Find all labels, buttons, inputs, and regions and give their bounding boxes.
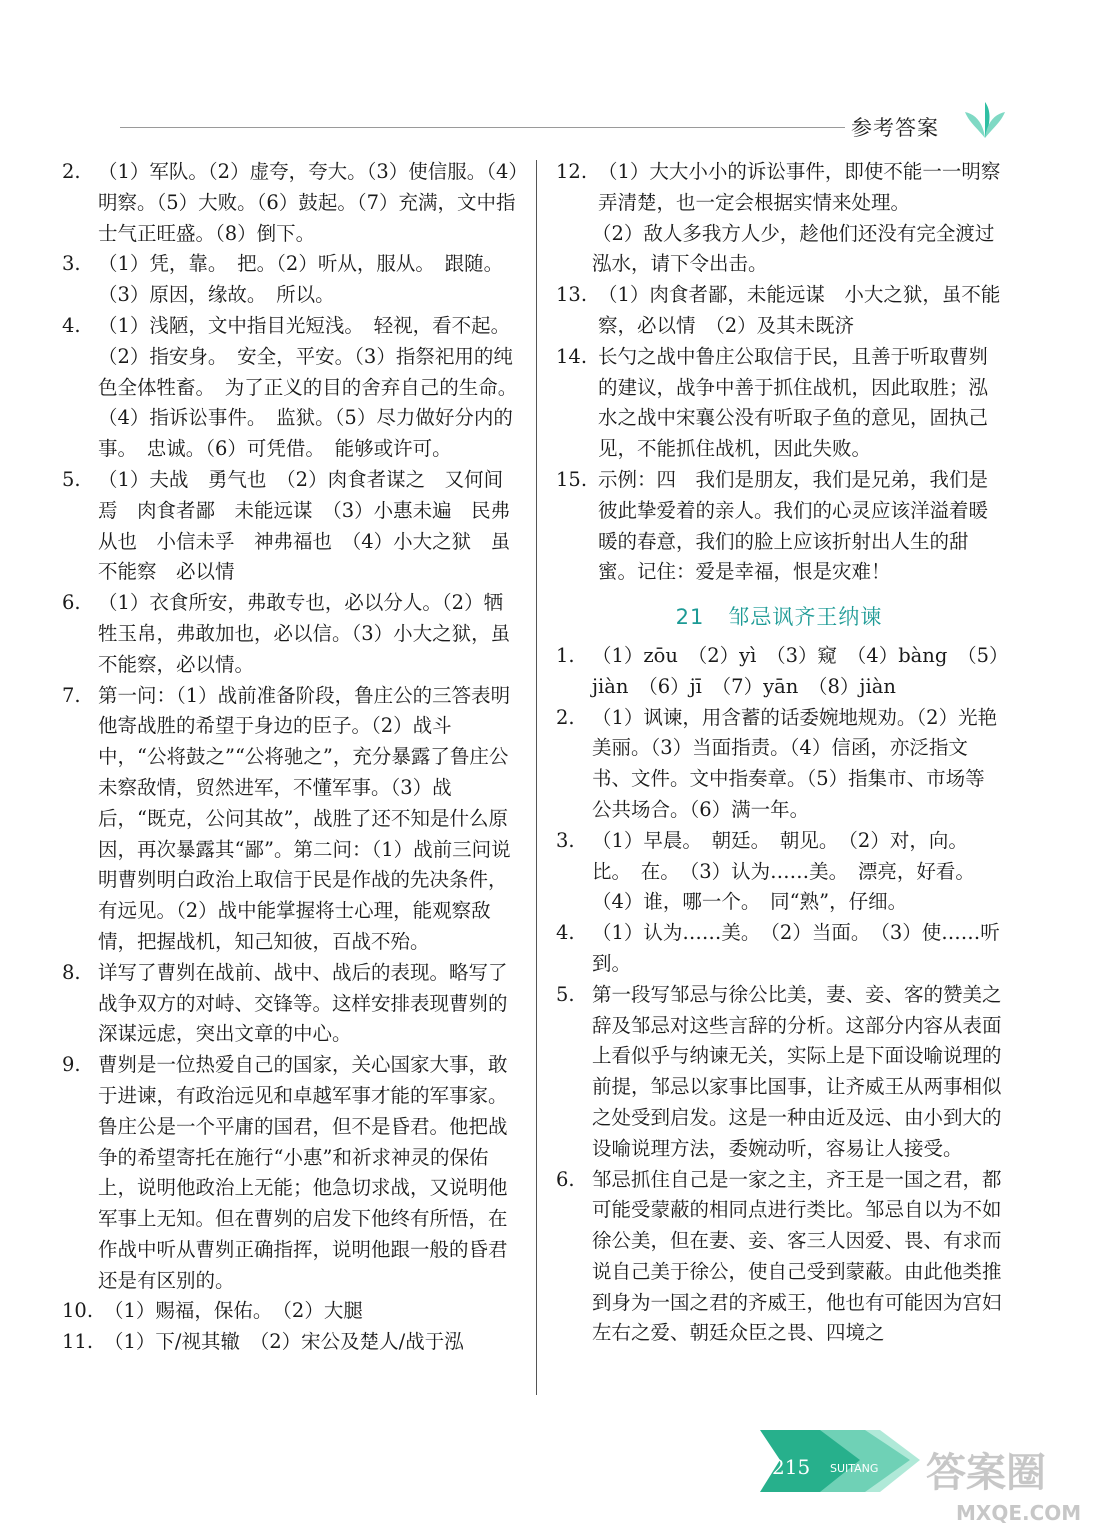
- answer-item: [60, 588, 520, 680]
- answer-number: 1.: [556, 643, 575, 667]
- footer-brand: SUITANG: [830, 1462, 879, 1475]
- answer-number: 13.: [556, 283, 588, 307]
- answer-item: [60, 157, 520, 249]
- answer-item: [554, 465, 1004, 588]
- answer-text: （1）凭，靠。 把。（2）听从，服从。 跟随。（3）原因，缘故。 所以。: [98, 252, 504, 307]
- leaf-icon: [963, 98, 1007, 140]
- answer-text: （2）敌人多我方人少，趁他们还没有完全渡过泓水，请下令出击。: [592, 221, 995, 276]
- answer-text: （1）军队。（2）虚夸，夸大。（3）使信服。（4）明察。（5）大败。（6）鼓起。（7）充满，文中指士气正旺盛。（8）倒下。: [98, 160, 519, 245]
- right-column: [554, 157, 1004, 1349]
- answer-item: [554, 826, 1004, 918]
- answer-number: 15.: [556, 467, 588, 491]
- answer-text: 邹忌抓住自己是一家之主，齐王是一国之君，都可能受蒙蔽的相同点进行类比。邹忌自以为不如徐公美，但在妻、妾、客三人因爱、畏、有求而说自己美于徐公，使自己受到蒙蔽。由此他类推到身为一国之君的齐威王，他也有可能因为宫妇左右之爱、朝廷众臣之畏、四境之: [592, 1167, 1002, 1345]
- answer-text: （1）下/视其辙 （2）宋公及楚人/战于泓: [104, 1330, 464, 1354]
- watermark-text: 答案圈: [926, 1450, 1046, 1496]
- header-title: 参考答案: [851, 116, 939, 140]
- answer-text: （1）认为……美。 （2）当面。 （3）使……听到。: [592, 921, 1000, 975]
- answer-text: 第一问：（1）战前准备阶段，鲁庄公的三答表明他寄战胜的希望于身边的臣子。（2）战斗中，“公将鼓之”“公将驰之”，充分暴露了鲁庄公未察敌情，贸然进军，不懂军事。（3）战后，“既克，公问其故”，战胜了还不知是什么原因，再次暴露其“鄙”。第二问：（1）战前三问说明曹刿明白政治上取信于民是作战的先决条件，有远见。（2）战中能掌握将士心理，能观察敌情，把握战机，知己知彼，百战不殆。: [98, 683, 511, 953]
- answer-item: [60, 1327, 520, 1358]
- page-number: 215: [772, 1455, 811, 1479]
- answer-number: 11.: [62, 1330, 94, 1354]
- answer-text: 详写了曹刿在战前、战中、战后的表现。略写了战争双方的对峙、交锋等。这样安排表现曹刿的深谋远虑，突出文章的中心。: [98, 960, 508, 1046]
- header-rule: [120, 127, 845, 128]
- answer-number: 3.: [62, 252, 81, 276]
- answer-text: 示例：四 我们是朋友，我们是兄弟，我们是彼此挚爱着的亲人。我们的心灵应该洋溢着暖暖的春意，我们的脸上应该折射出人生的甜蜜。记住：爱是幸福，恨是灾难！: [598, 467, 989, 584]
- answer-number: 3.: [556, 828, 575, 852]
- answer-text: （1）肉食者鄙，未能远谋 小大之狱，虽不能察，必以情 （2）及其未既济: [598, 283, 1001, 337]
- answer-number: 12.: [556, 160, 588, 183]
- answer-item: [554, 219, 1004, 281]
- watermark-logo: [920, 1438, 1090, 1528]
- answer-text: （1）早晨。 朝廷。 朝见。 （2）对，向。 比。 在。 （3）认为……美。 漂亮，好看。 （4）谁，哪一个。 同“熟”，仔细。: [592, 828, 985, 914]
- section-title: [554, 602, 1004, 633]
- answer-item: [554, 280, 1004, 342]
- answer-item: [60, 1296, 520, 1327]
- answer-item: [60, 465, 520, 588]
- answer-item: [554, 641, 1004, 703]
- answer-number: 5.: [556, 982, 575, 1006]
- answer-number: 14.: [556, 344, 588, 368]
- answer-text: （1）夫战 勇气也 （2）肉食者谋之 又何间焉 肉食者鄙 未能远谋 （3）小惠未遍 民弗从也 小信未孚 神弗福也 （4）小大之狱 虽不能察 必以情: [98, 467, 511, 584]
- answer-number: 6.: [62, 591, 81, 615]
- answer-number: 6.: [556, 1167, 575, 1191]
- answer-text: 长勺之战中鲁庄公取信于民，且善于听取曹刿的建议，战争中善于抓住战机，因此取胜；泓水之战中宋襄公没有听取子鱼的意见，固执己见，不能抓住战机，因此失败。: [598, 344, 989, 461]
- answer-item: [554, 703, 1004, 826]
- answer-text: 第一段写邹忌与徐公比美，妻、妾、客的赞美之辞及邹忌对这些言辞的分析。这部分内容从表面上看似乎与纳谏无关，实际上是下面设喻说理的前提，邹忌以家事比国事，让齐威王从两事相似之处受到启发。这是一种由近及远、由小到大的设喻说理方法，委婉动听，容易让人接受。: [592, 982, 1002, 1160]
- answer-text: （1）浅陋，文中指目光短浅。 轻视，看不起。（2）指安身。 安全，平安。（3）指祭祀用的纯色全体牲畜。 为了正义的目的舍弃自己的生命。（4）指诉讼事件。 监狱。（5）尽力做好分内的事。 忠诚。（6）可凭借。 能够或许可。: [98, 313, 518, 461]
- answer-item: [60, 681, 520, 958]
- answer-item: [554, 342, 1004, 465]
- answer-item: [60, 958, 520, 1050]
- section-number: 21: [675, 605, 705, 630]
- answer-text: （1）赐福，保佑。 （2）大腿: [104, 1299, 363, 1323]
- answer-item: [60, 249, 520, 311]
- answer-item: [554, 918, 1004, 980]
- answer-text: （1）衣食所安，弗敢专也，必以分人。（2）牺牲玉帛，弗敢加也，必以信。（3）小大之狱，虽不能察，必以情。: [98, 591, 511, 676]
- answer-number: 2.: [556, 705, 575, 729]
- answer-number: 10.: [62, 1299, 94, 1323]
- answer-text: （1）zōu （2）yì （3）窥 （4）bàng （5）jiàn （6）jī （7）yān （8）jiàn: [592, 643, 999, 698]
- answer-item: [554, 157, 1004, 219]
- answer-item: [554, 1165, 1004, 1350]
- answer-item: [60, 1050, 520, 1296]
- section-heading: 邹忌讽齐王纳谏: [728, 605, 883, 630]
- answer-number: 4.: [62, 313, 81, 337]
- answer-item: [60, 311, 520, 465]
- answer-number: 9.: [62, 1053, 81, 1077]
- answer-number: 8.: [62, 960, 81, 984]
- answer-text: （1）大大小小的诉讼事件，即使不能一一明察弄清楚，也一定会根据实情来处理。: [598, 160, 1001, 214]
- watermark-url: MXQE.COM: [956, 1501, 1082, 1525]
- answer-text: 曹刿是一位热爱自己的国家，关心国家大事，敢于进谏，有政治远见和卓越军事才能的军事家。鲁庄公是一个平庸的国君，但不是昏君。他把战争的希望寄托在施行“小惠”和祈求神灵的保佑上，说明他政治上无能；他急切求战，又说明他军事上无知。但在曹刿的启发下他终有所悟，在作战中听从曹刿正确指挥，说明他跟一般的昏君还是有区别的。: [98, 1053, 508, 1292]
- answer-number: 7.: [62, 683, 81, 707]
- answer-number: 2.: [62, 160, 81, 183]
- answer-number: 4.: [556, 921, 575, 945]
- answer-item: [554, 980, 1004, 1165]
- column-divider: [536, 160, 537, 1395]
- answer-number: 5.: [62, 467, 81, 491]
- left-column: [60, 157, 520, 1358]
- answer-text: （1）讽谏，用含蓄的话委婉地规劝。（2）光艳美丽。（3）当面指责。（4）信函，亦泛指文书、文件。文中指奏章。（5）指集市、市场等公共场合。（6）满一年。: [592, 705, 998, 821]
